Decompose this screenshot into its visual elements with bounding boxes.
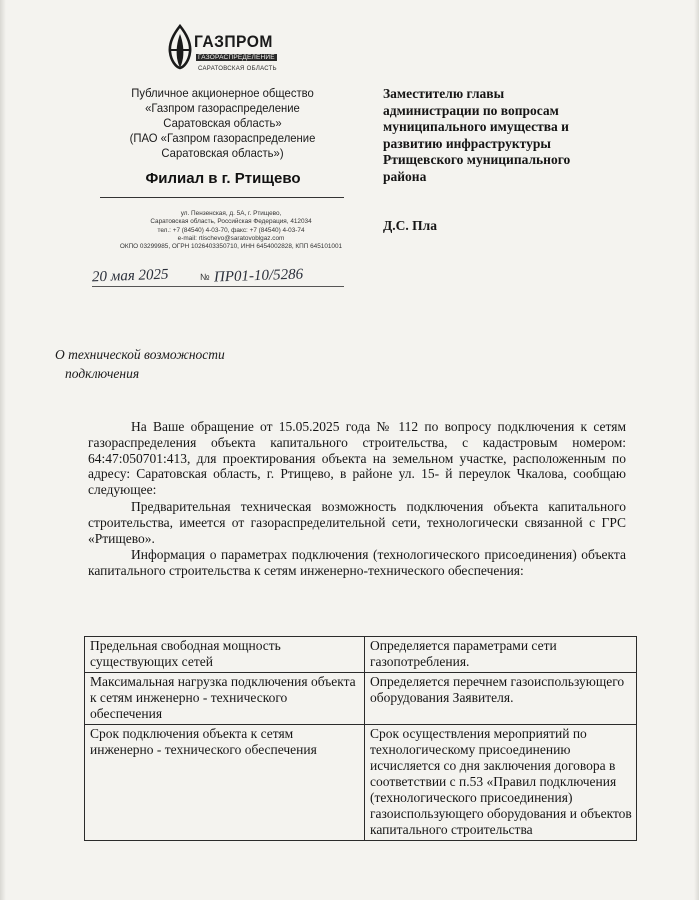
logo-subbrand-text: ГАЗОРАСПРЕДЕЛЕНИЕ: [198, 54, 275, 61]
contact-details: [96, 210, 366, 251]
logo-brand-text: ГАЗПРОМ: [194, 32, 273, 51]
reference-underline: [92, 286, 344, 287]
body-paragraph: Информация о параметрах подключения (технологического присоединения) объекта капитального строительства к сетям инженерно-технического обеспечения:: [88, 547, 626, 579]
reference-date: 20 мая 2025: [91, 266, 169, 286]
scan-edge-right: [694, 0, 699, 900]
table-cell-parameter: Максимальная нагрузка подключения объекта к сетям инженерно - технического обеспечения: [85, 673, 365, 725]
table-cell-value: Определяется перечнем газоиспользующего оборудования Заявителя.: [365, 673, 637, 725]
subject-line: подключения: [65, 366, 140, 381]
organization-name: [98, 86, 347, 161]
table-row: [85, 725, 637, 841]
letter-body: [88, 419, 626, 579]
reference-number-label: №: [200, 272, 210, 282]
connection-parameters-table: [84, 636, 637, 841]
subject-line: О технической возможности: [55, 347, 225, 362]
table-cell-value: Срок осуществления мероприятий по технологическому присоединению исчисляется со дня заключения договора в соответствии с п.53 «Правил подключения (технологического присоединения) газоиспользующего оборудования и объектов капитального строительства: [365, 725, 637, 841]
contact-line: тел.: +7 (84540) 4-03-70, факс: +7 (84540) 4-03-74: [157, 226, 305, 234]
contact-line: Саратовская область, Российская Федерация, 412034: [150, 218, 312, 226]
addressee-line: района: [383, 168, 427, 184]
letter-subject: [55, 345, 315, 383]
table-cell-value: Определяется параметрами сети газопотребления.: [365, 637, 637, 673]
org-line: (ПАО «Газпром газораспределение: [129, 131, 316, 145]
addressee-line: муниципального имущества и: [383, 119, 569, 135]
scan-edge-left: [0, 0, 6, 900]
org-line: Публичное акционерное общество: [131, 86, 314, 100]
outgoing-reference: [92, 268, 354, 290]
org-line: Саратовская область»): [161, 146, 284, 160]
gazprom-logo: [166, 22, 296, 78]
reference-number: ПР01-10/5286: [213, 266, 304, 286]
letterhead-divider: [100, 197, 344, 198]
org-line: «Газпром газораспределение: [145, 101, 300, 115]
table-cell-parameter: Срок подключения объекта к сетям инженерно - технического обеспечения: [85, 725, 365, 841]
gazprom-flame-icon: [166, 24, 194, 70]
contact-line: ОКПО 03299985, ОГРН 1026403350710, ИНН 6454002828, КПП 645101001: [119, 243, 343, 251]
addressee-line: развитию инфраструктуры: [383, 135, 551, 151]
addressee-line: Ртищевского муниципального: [383, 152, 571, 168]
org-line: Саратовская область»: [163, 116, 282, 130]
addressee-line: Заместителю главы: [383, 86, 505, 101]
table-row: [85, 673, 637, 725]
logo-region-text: САРАТОВСКАЯ ОБЛАСТЬ: [198, 66, 277, 72]
body-paragraph: Предварительная техническая возможность подключения объекта капитального строительства, имеется от газораспределительной сети, технологически связанной с ГРС «Ртищево».: [88, 498, 626, 546]
addressee-name: Д.С. Пла: [383, 218, 437, 233]
branch-name: Филиал в г. Ртищево: [145, 170, 301, 187]
table-row: [85, 637, 637, 673]
contact-line: ул. Пензенская, д. 5А, г. Ртищево,: [180, 210, 282, 217]
addressee-block: [383, 86, 653, 186]
addressee-line: администрации по вопросам: [383, 102, 559, 118]
body-paragraph: На Ваше обращение от 15.05.2025 года № 112 по вопросу подключения к сетям газораспределения объекта капитального строительства, с кадастровым номером: 64:47:050701:413, для проектирования объекта на земельном участке, расположенным по адресу: Саратовская область, г. Ртищево, в районе ул. 15- й переулок Чкалова, сообщаю следующее:: [88, 419, 626, 498]
contact-line: e-mail: rtischevo@saratovoblgaz.com: [177, 234, 285, 242]
table-cell-parameter: Предельная свободная мощность существующих сетей: [85, 637, 365, 673]
